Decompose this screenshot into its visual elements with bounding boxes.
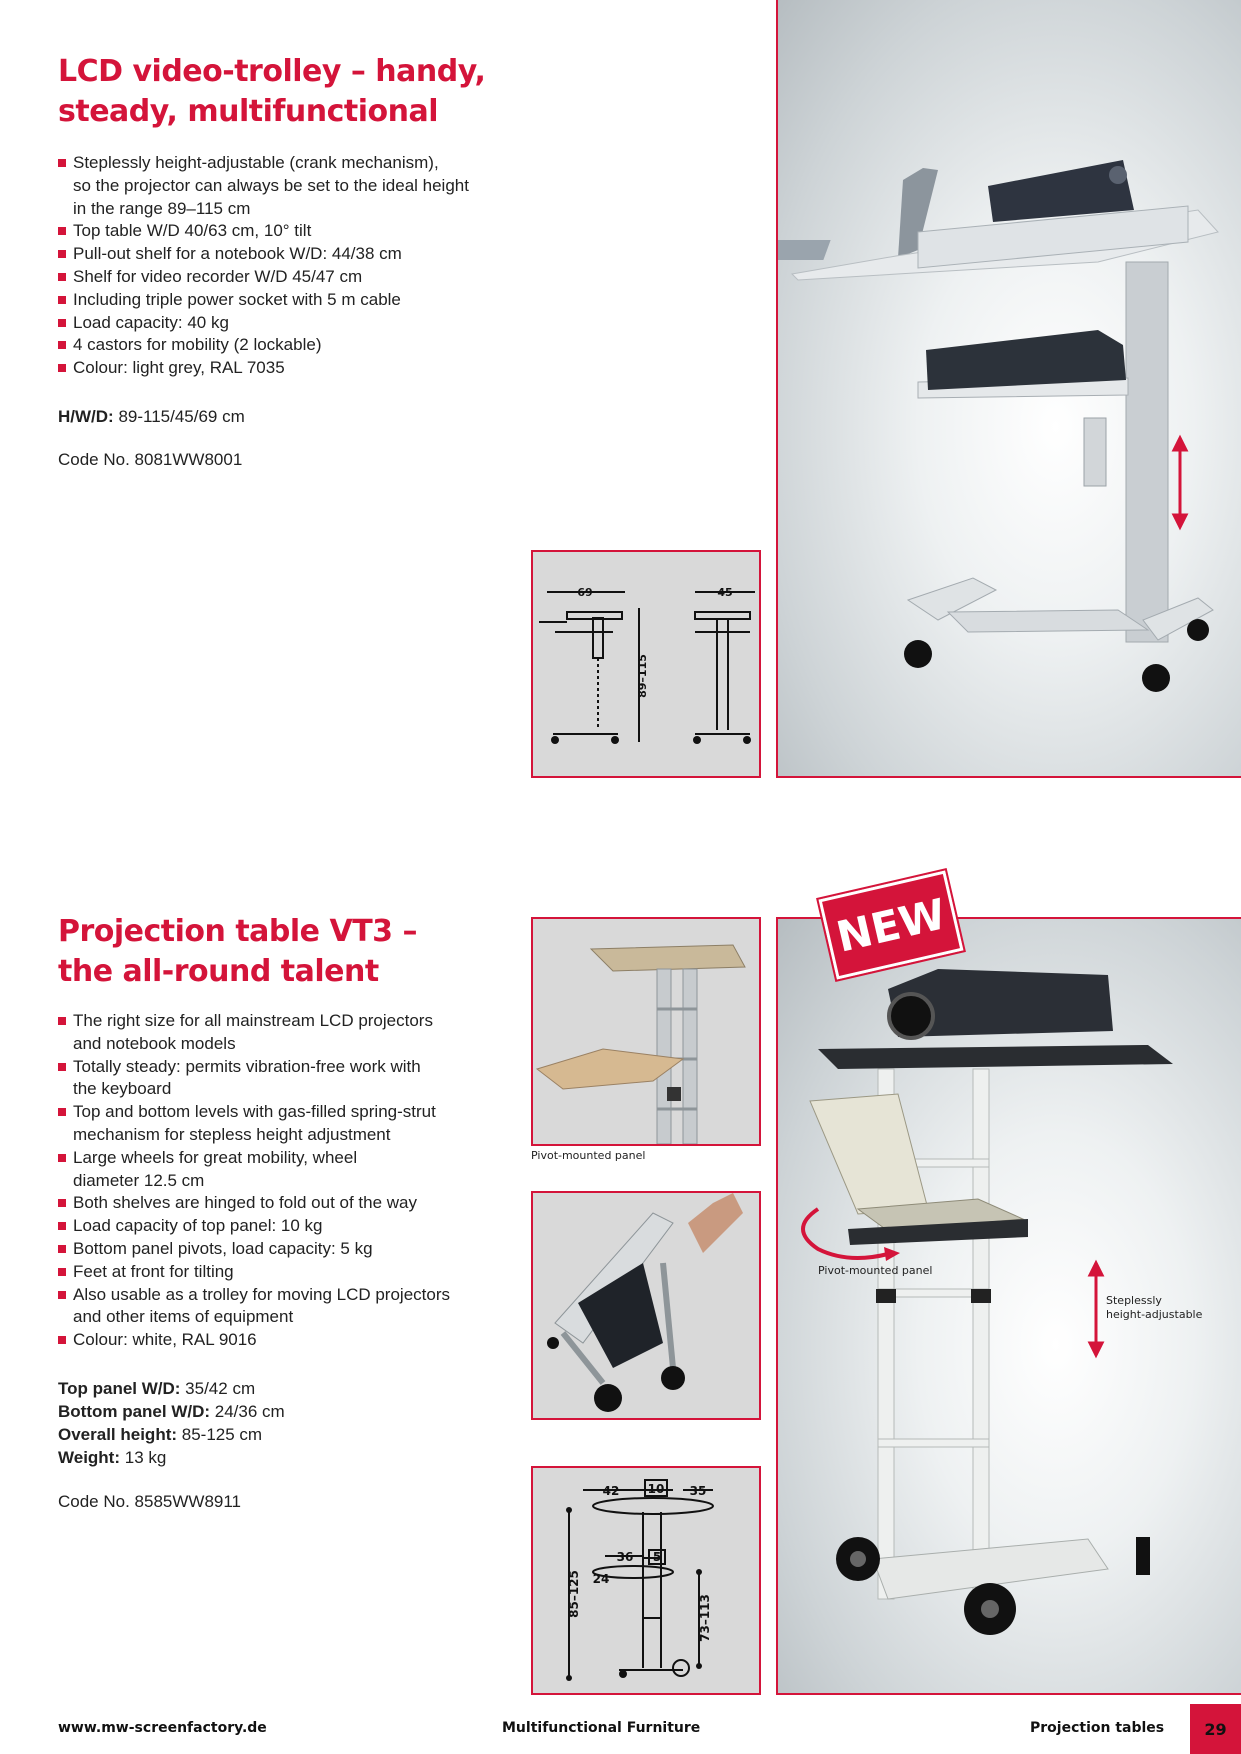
product2-features [58, 1010, 538, 1352]
feature-item: Shelf for video recorder W/D 45/47 cm [58, 266, 538, 289]
feature-item: Totally steady: permits vibration-free work with the keyboard [58, 1056, 538, 1102]
product2-dimension-diagram [531, 1466, 761, 1695]
product1-title-line2: steady, multifunctional [58, 94, 439, 129]
height-caption [1106, 1294, 1202, 1322]
product1-photo [776, 0, 1241, 778]
new-badge-label: NEW [831, 888, 951, 962]
product2-photo [776, 917, 1241, 1695]
top-panel-image [818, 1045, 1173, 1069]
feature-item: Colour: white, RAL 9016 [58, 1329, 538, 1352]
footer-center: Multifunctional Furniture [502, 1720, 701, 1736]
page-number: 29 [1204, 1719, 1227, 1739]
footer-section: Projection tables [1030, 1720, 1165, 1736]
feature-item: Large wheels for great mobility, wheel diameter 12.5 cm [58, 1147, 538, 1193]
dim-36: 36 [616, 1550, 634, 1564]
product1-dimensions [58, 405, 245, 428]
spec-value: 89-115/45/69 cm [113, 407, 245, 426]
feature-item: Bottom panel pivots, load capacity: 5 kg [58, 1238, 538, 1261]
feature-item: Top table W/D 40/63 cm, 10° tilt [58, 220, 538, 243]
spec-row: Bottom panel W/D: 24/36 cm [58, 1402, 285, 1421]
product2-specs [58, 1377, 285, 1469]
product1-title-line1: LCD video-trolley – handy, [58, 54, 486, 89]
product2-title-line1: Projection table VT3 – [58, 914, 417, 949]
feature-item: Colour: light grey, RAL 7035 [58, 357, 538, 380]
product1-title [58, 52, 528, 132]
height-caption-line1: Steplessly [1106, 1294, 1162, 1307]
pivot-panel-photo [531, 917, 761, 1146]
feature-item: Pull-out shelf for a notebook W/D: 44/38 cm [58, 243, 538, 266]
dim-5: 5 [652, 1550, 662, 1564]
spec-row: Weight: 13 kg [58, 1448, 167, 1467]
feature-item: Including triple power socket with 5 m cable [58, 289, 538, 312]
feature-item: Load capacity of top panel: 10 kg [58, 1215, 538, 1238]
dim-85-125: 85–125 [567, 1570, 581, 1618]
dim-10: 10 [647, 1482, 665, 1496]
product1-dimension-diagram [531, 550, 761, 778]
footer-url[interactable]: www.mw-screenfactory.de [58, 1720, 267, 1736]
product1-code: Code No. 8081WW8001 [58, 450, 243, 469]
product2-code: Code No. 8585WW8911 [58, 1492, 242, 1511]
dim-width-label: 45 [717, 586, 733, 599]
notebook-image [778, 240, 831, 260]
dim-depth-label: 69 [577, 586, 593, 599]
height-caption-line2: height-adjustable [1106, 1308, 1203, 1321]
pivot-caption-small: Pivot-mounted panel [531, 1149, 646, 1162]
feature-item: Top and bottom levels with gas-filled spring-strut mechanism for stepless height adjustment [58, 1101, 538, 1147]
product2-title-line2: the all-round talent [58, 954, 379, 989]
spec-row: Top panel W/D: 35/42 cm [58, 1379, 256, 1398]
product2-title [58, 912, 528, 992]
feature-item: Both shelves are hinged to fold out of the way [58, 1192, 538, 1215]
feature-item: 4 castors for mobility (2 lockable) [58, 334, 538, 357]
video-recorder-image [926, 330, 1126, 390]
feature-item: Load capacity: 40 kg [58, 312, 538, 335]
dim-35: 35 [689, 1484, 707, 1498]
spec-row: Overall height: 85-125 cm [58, 1425, 263, 1444]
feature-item: Steplessly height-adjustable (crank mechanism), so the projector can always be set to the ideal height in the range 89–115 cm [58, 152, 538, 220]
feature-item: The right size for all mainstream LCD projectors and notebook models [58, 1010, 538, 1056]
dim-height-label: 89–115 [636, 654, 649, 698]
dim-73-113: 73–113 [698, 1594, 712, 1642]
feature-item: Feet at front for tilting [58, 1261, 538, 1284]
dim-42: 42 [602, 1484, 620, 1498]
feature-item: Also usable as a trolley for moving LCD projectors and other items of equipment [58, 1284, 538, 1330]
spec-label: H/W/D: [58, 407, 114, 426]
product1-features [58, 152, 538, 380]
dim-24: 24 [592, 1572, 610, 1586]
pivot-caption: Pivot-mounted panel [818, 1264, 933, 1277]
page-number-tab [1190, 1704, 1241, 1754]
trolley-mode-photo [531, 1191, 761, 1420]
